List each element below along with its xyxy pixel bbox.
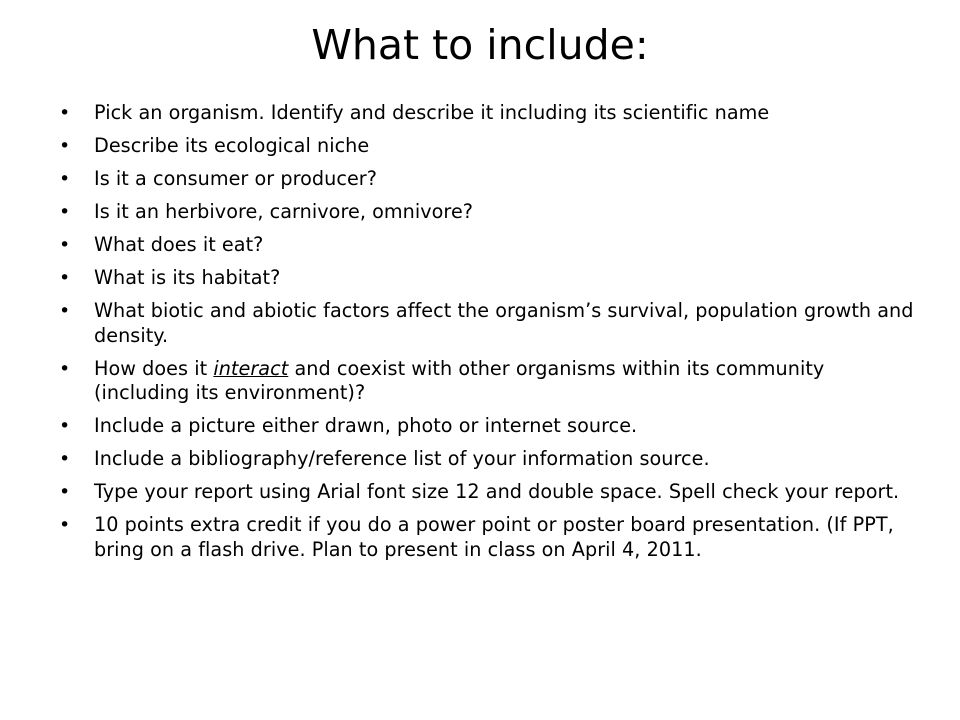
bullet-text: Is it a consumer or producer? bbox=[94, 167, 377, 190]
bullet-text: Type your report using Arial font size 12 and double space. Spell check your report. bbox=[94, 480, 900, 503]
bullet-item-biotic-abiotic bbox=[59, 299, 919, 348]
bullet-icon: • bbox=[59, 135, 71, 157]
bullet-item-interact bbox=[59, 357, 919, 406]
bullet-text: Include a picture either drawn, photo or internet source. bbox=[94, 414, 638, 437]
bullet-text: Pick an organism. Identify and describe it including its scientific name bbox=[94, 101, 770, 124]
bullet-item-diet-type bbox=[59, 200, 919, 225]
bullet-item-formatting bbox=[59, 480, 919, 505]
bullet-text bbox=[94, 357, 824, 405]
bullet-icon: • bbox=[59, 201, 71, 223]
bullet-icon: • bbox=[59, 234, 71, 256]
bullet-item-habitat bbox=[59, 266, 919, 291]
bullet-text: 10 points extra credit if you do a power point or poster board presentation. (If PPT, bring on a flash drive. Plan to present in class on April 4, 2011. bbox=[94, 513, 894, 561]
bullet-text: What biotic and abiotic factors affect the organism’s survival, population growth and density. bbox=[94, 299, 914, 347]
bullet-text-post: and coexist with other organisms within its community (including its environment)? bbox=[94, 356, 825, 404]
bullet-text-emphasis: interact bbox=[213, 356, 289, 380]
bullet-icon: • bbox=[59, 448, 71, 470]
bullet-icon: • bbox=[59, 102, 71, 124]
bullet-text: What does it eat? bbox=[94, 233, 264, 256]
bullet-list bbox=[59, 101, 919, 571]
bullet-item-picture bbox=[59, 414, 919, 439]
bullet-icon: • bbox=[59, 300, 71, 322]
bullet-icon: • bbox=[59, 481, 71, 503]
slide-title: What to include: bbox=[311, 21, 649, 69]
bullet-text-pre: How does it bbox=[94, 356, 214, 380]
bullet-text: Include a bibliography/reference list of your information source. bbox=[94, 447, 710, 470]
bullet-item-bibliography bbox=[59, 447, 919, 472]
bullet-text: Is it an herbivore, carnivore, omnivore? bbox=[94, 200, 474, 223]
bullet-icon: • bbox=[59, 415, 71, 437]
bullet-item-ecological-niche bbox=[59, 134, 919, 159]
bullet-icon: • bbox=[59, 267, 71, 289]
bullet-text: What is its habitat? bbox=[94, 266, 281, 289]
bullet-icon: • bbox=[59, 514, 71, 536]
bullet-item-consumer-producer bbox=[59, 167, 919, 192]
bullet-text: Describe its ecological niche bbox=[94, 134, 370, 157]
bullet-item-what-eats bbox=[59, 233, 919, 258]
bullet-icon: • bbox=[59, 168, 71, 190]
bullet-item-pick-organism bbox=[59, 101, 919, 126]
bullet-item-extra-credit bbox=[59, 513, 919, 562]
bullet-icon: • bbox=[59, 357, 71, 380]
